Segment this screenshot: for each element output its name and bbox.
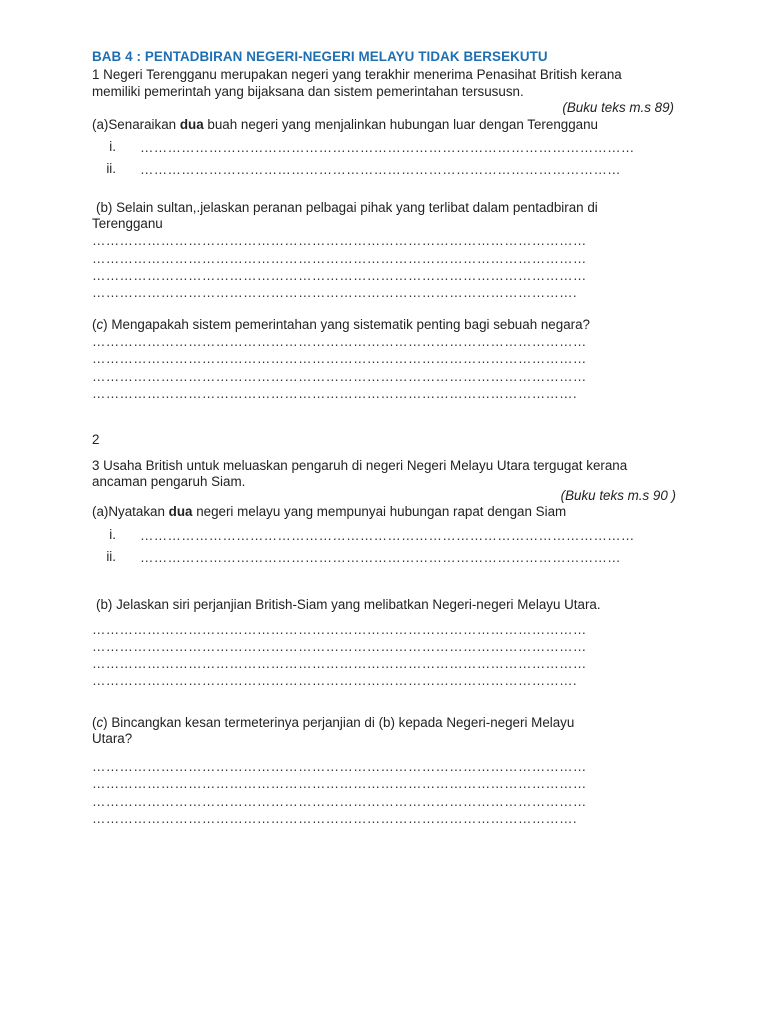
q1a-emphasis: dua bbox=[179, 117, 204, 132]
q1a-item-1-answer-line[interactable]: ……………………………………………………………………………………………… bbox=[140, 140, 635, 155]
q1c-answer-line-1[interactable]: ……………………………………………………………………………………………… bbox=[92, 334, 587, 349]
q1b-question-line-2: Terengganu bbox=[92, 216, 163, 231]
q3a-prefix: (a)Nyatakan bbox=[92, 504, 169, 519]
q3-stem-line-2: ancaman pengaruh Siam. bbox=[92, 474, 246, 489]
q3c-answer-line-2[interactable]: ……………………………………………………………………………………………… bbox=[92, 776, 587, 791]
q1c-answer-line-4[interactable]: ……………………………………………………………………………………………. bbox=[92, 386, 577, 401]
q3c-answer-line-1[interactable]: ……………………………………………………………………………………………… bbox=[92, 759, 587, 774]
q1b-question-line-1: (b) Selain sultan,.jelaskan peranan pelbagai pihak yang terlibat dalam pentadbiran di bbox=[96, 200, 598, 215]
q1a-item-2-answer-line[interactable]: …………………………………………………………………………………………… bbox=[140, 162, 621, 177]
q1c-question bbox=[92, 317, 590, 333]
q2-number: 2 bbox=[92, 432, 100, 447]
q3-stem-line-1: 3 Usaha British untuk meluaskan pengaruh di negeri Negeri Melayu Utara tergugat kerana bbox=[92, 458, 628, 473]
q3a-item-1-answer-line[interactable]: ……………………………………………………………………………………………… bbox=[140, 528, 635, 543]
page-title: BAB 4 : PENTADBIRAN NEGERI-NEGERI MELAYU TIDAK BERSEKUTU bbox=[92, 49, 548, 64]
q3c-open: ( bbox=[92, 715, 97, 730]
q1c-letter: c bbox=[96, 317, 104, 332]
q1-textbook-reference: (Buku teks m.s 89) bbox=[562, 100, 674, 115]
q1c-answer-line-2[interactable]: ……………………………………………………………………………………………… bbox=[92, 351, 587, 366]
q3a-suffix: negeri melayu yang mempunyai hubungan rapat dengan Siam bbox=[192, 504, 567, 519]
q1b-answer-line-3[interactable]: ……………………………………………………………………………………………… bbox=[92, 268, 587, 283]
q1b-answer-line-4[interactable]: ……………………………………………………………………………………………. bbox=[92, 285, 577, 300]
q3b-answer-line-1[interactable]: ……………………………………………………………………………………………… bbox=[92, 622, 587, 637]
q3c-question-line-1 bbox=[92, 715, 574, 731]
q3b-answer-line-2[interactable]: ……………………………………………………………………………………………… bbox=[92, 639, 587, 654]
q3c-text: ) Bincangkan kesan termeterinya perjanjian di (b) kepada Negeri-negeri Melayu bbox=[103, 715, 575, 730]
q3a-question bbox=[92, 504, 566, 520]
q1a-item-1-number: i. bbox=[109, 139, 116, 154]
q3b-question: (b) Jelaskan siri perjanjian British-Siam yang melibatkan Negeri-negeri Melayu Utara. bbox=[96, 597, 601, 612]
q3a-item-2-answer-line[interactable]: …………………………………………………………………………………………… bbox=[140, 550, 621, 565]
q1a-prefix: (a)Senaraikan bbox=[92, 117, 180, 132]
q3c-answer-line-4[interactable]: ……………………………………………………………………………………………. bbox=[92, 811, 577, 826]
q1b-answer-line-2[interactable]: ……………………………………………………………………………………………… bbox=[92, 251, 587, 266]
q3c-letter: c bbox=[96, 715, 104, 730]
q3-textbook-reference: (Buku teks m.s 90 ) bbox=[560, 488, 676, 503]
q3c-question-line-2: Utara? bbox=[92, 731, 133, 746]
q1-stem-line-1: 1 Negeri Terengganu merupakan negeri yang terakhir menerima Penasihat British kerana bbox=[92, 67, 622, 82]
q3a-item-2-number: ii. bbox=[106, 549, 116, 564]
q3c-answer-line-3[interactable]: ……………………………………………………………………………………………… bbox=[92, 794, 587, 809]
q1-stem-line-2: memiliki pemerintah yang bijaksana dan sistem pemerintahan tersususn. bbox=[92, 84, 524, 99]
q1a-item-2-number: ii. bbox=[106, 161, 116, 176]
q1a-question bbox=[92, 117, 598, 133]
q1b-answer-line-1[interactable]: ……………………………………………………………………………………………… bbox=[92, 233, 587, 248]
q3b-answer-line-4[interactable]: ……………………………………………………………………………………………. bbox=[92, 673, 577, 688]
q1a-suffix: buah negeri yang menjalinkan hubungan luar dengan Terengganu bbox=[203, 117, 599, 132]
q1c-answer-line-3[interactable]: ……………………………………………………………………………………………… bbox=[92, 369, 587, 384]
q3a-item-1-number: i. bbox=[109, 527, 116, 542]
q1c-text: ) Mengapakah sistem pemerintahan yang sistematik penting bagi sebuah negara? bbox=[103, 317, 591, 332]
q3b-answer-line-3[interactable]: ……………………………………………………………………………………………… bbox=[92, 656, 587, 671]
q1c-open: ( bbox=[92, 317, 97, 332]
q3a-emphasis: dua bbox=[168, 504, 193, 519]
